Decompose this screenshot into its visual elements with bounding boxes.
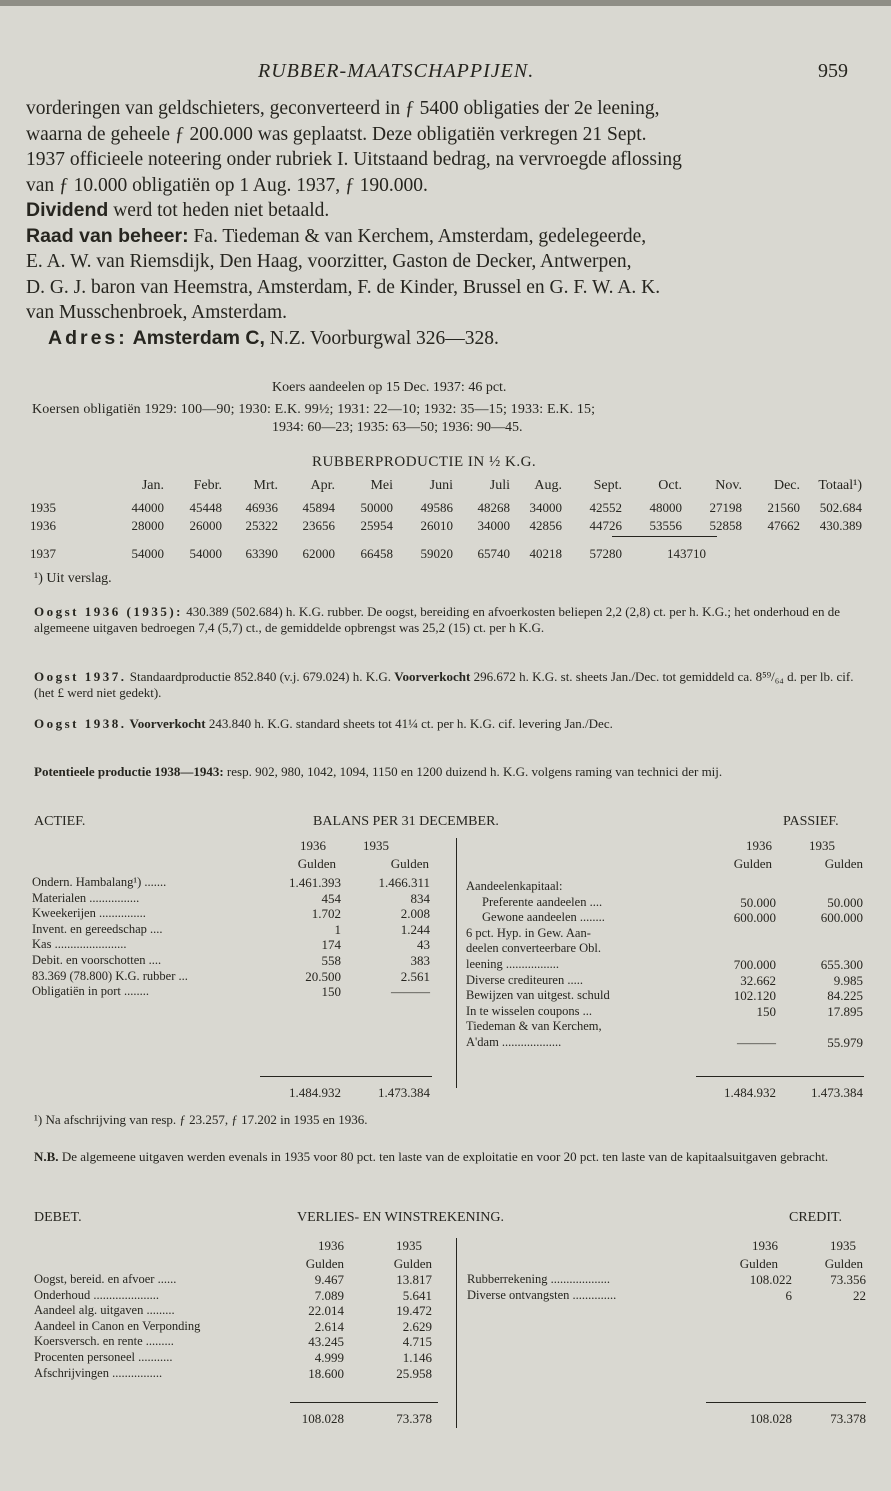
- balans-passief-label: Gewone aandeelen ........: [482, 910, 605, 925]
- scan-top-edge: [0, 0, 891, 6]
- raad-line: [26, 224, 864, 250]
- vw-unit-header: Gulden: [824, 1256, 863, 1271]
- vw-debet-1935: 19.472: [396, 1303, 432, 1319]
- vw-total-credit-1935: 73.378: [830, 1411, 866, 1426]
- balans-passief-1935: 600.000: [820, 910, 863, 926]
- balans-passief-1936: 150: [756, 1003, 776, 1019]
- production-cell: 28000: [131, 518, 164, 533]
- vw-debet-label: Afschrijvingen ................: [34, 1365, 163, 1380]
- production-row-year: 1936: [30, 518, 56, 533]
- oogst-1936-paragraph: [34, 604, 864, 635]
- oogst-1937-bold: Voorverkocht: [394, 669, 471, 684]
- production-brace: [612, 536, 717, 537]
- oogst-1937-label: Oogst 1937.: [34, 669, 127, 684]
- balans-title: BALANS PER 31 DECEMBER.: [313, 814, 499, 829]
- balans-actief-1935: 1.244: [400, 921, 430, 937]
- production-cell: 48000: [649, 500, 682, 515]
- vw-debet-1935: 5.641: [402, 1287, 432, 1303]
- balans-actief-label: Kas .......................: [32, 937, 127, 952]
- balans-passief-label: deelen converteerbare Obl.: [466, 941, 601, 956]
- adres-city: Amsterdam C,: [132, 326, 265, 349]
- production-cell: 65740: [477, 546, 510, 561]
- raad-line: E. A. W. van Riemsdijk, Den Haag, voorzitter, Gaston de Decker, Antwerpen,: [26, 251, 632, 272]
- production-column-header: Sept.: [593, 478, 622, 493]
- production-column-header: Juni: [429, 478, 453, 493]
- production-cell: 46936: [245, 500, 278, 515]
- vw-debet-1935: 2.629: [402, 1318, 432, 1334]
- vw-credit-1936: 6: [785, 1287, 792, 1303]
- production-cell: 34000: [529, 500, 562, 515]
- production-cell: 23656: [302, 518, 335, 533]
- balans-passief-label: A'dam ...................: [466, 1035, 562, 1049]
- production-cell: 26000: [189, 518, 222, 533]
- production-column-header: Apr.: [310, 478, 335, 493]
- balans-divider: [456, 838, 457, 1088]
- balans-actief-label: Kweekerijen ...............: [32, 906, 146, 921]
- koers-obligaties-1: Koersen obligatiën 1929: 100—90; 1930: E.K. 99½; 1931: 22—10; 1932: 35—15; 1933: E.K. 15;: [32, 402, 596, 417]
- vw-total-credit-1936: 108.028: [749, 1411, 792, 1426]
- balans-actief-1936: 1.461.393: [289, 875, 341, 890]
- vw-debet-1936: 7.089: [314, 1287, 344, 1303]
- production-cell: 54000: [189, 546, 222, 561]
- balans-year-header: 1936: [300, 838, 326, 853]
- balans-footnote: ¹) Na afschrijving van resp. ƒ 23.257, ƒ 17.202 in 1935 en 1936.: [34, 1112, 368, 1127]
- production-column-header: Jan.: [141, 478, 164, 493]
- production-cell: 62000: [302, 546, 335, 561]
- balans-passief-1936: 32.662: [740, 972, 776, 988]
- balans-actief-label: Debit. en voorschotten ....: [32, 953, 162, 967]
- nb-text: De algemeene uitgaven werden evenals in 1935 voor 80 pct. ten laste van de exploitatie en voor 20 pct. ten laste van de kapitaalsuitgaven gebracht.: [58, 1149, 829, 1164]
- balans-actief-1936: 150: [321, 984, 341, 1000]
- vw-year-header: 1935: [830, 1238, 856, 1253]
- balans-passief-1936: 50.000: [740, 894, 776, 910]
- vw-debet-1935: 4.715: [402, 1334, 432, 1350]
- vw-unit-header: Gulden: [305, 1256, 344, 1271]
- oogst-1937-text1: Standaardproductie 852.840 (v.j. 679.024) h. K.G.: [126, 669, 395, 684]
- production-cell: 21560: [767, 500, 800, 515]
- balans-passief-1935: 84.225: [827, 988, 863, 1004]
- vw-debet-1936: 4.999: [314, 1350, 344, 1365]
- balans-year-header: 1935: [809, 838, 835, 853]
- production-column-header: Dec.: [773, 478, 800, 493]
- balans-actief-1936: 1.702: [311, 906, 341, 922]
- vw-debet-1935: 25.958: [396, 1365, 432, 1381]
- oogst-1938-paragraph: [34, 716, 864, 732]
- oogst-1937-text2: 296.672 h. K.G. st. sheets Jan./Dec. tot gemiddeld ca. 8⁵⁹/₆₄ d. per lb. cif. (het £ werd niet gedekt).: [34, 669, 854, 700]
- balans-actief-1935: ———: [391, 984, 430, 1000]
- balans-actief-label: Materialen ................: [32, 890, 140, 905]
- balans-passief-1935: 55.979: [827, 1035, 863, 1050]
- production-cell: 48268: [477, 500, 510, 515]
- production-column-header: Aug.: [534, 478, 562, 493]
- balans-passief-1935: 17.895: [827, 1003, 863, 1019]
- balans-actief-label: 83.369 (78.800) K.G. rubber ...: [32, 968, 188, 983]
- dividend-text: werd tot heden niet betaald.: [108, 200, 330, 221]
- dividend-line: [26, 198, 864, 224]
- vw-credit-title: CREDIT.: [789, 1210, 843, 1225]
- page-number: 959: [818, 60, 848, 82]
- production-cell: 49586: [420, 500, 453, 515]
- balans-unit-header: Gulden: [824, 856, 863, 871]
- vw-year-header: 1935: [396, 1238, 422, 1253]
- oogst-1938-text: 243.840 h. K.G. standard sheets tot 41¼ ct. per h. K.G. cif. levering Jan./Dec.: [205, 716, 613, 731]
- production-cell: 66458: [360, 546, 393, 561]
- balans-actief-title: ACTIEF.: [34, 814, 86, 829]
- koers-aandeelen: Koers aandeelen op 15 Dec. 1937: 46 pct.: [272, 380, 507, 395]
- vw-debet-label: Aandeel alg. uitgaven .........: [34, 1303, 175, 1318]
- vw-debet-1935: 1.146: [402, 1350, 432, 1365]
- production-column-header: Mei: [370, 478, 393, 493]
- vw-credit-label: Rubberrekening ...................: [467, 1272, 611, 1286]
- nb-paragraph: [34, 1149, 864, 1165]
- intro-line: waarna de geheele ƒ 200.000 was geplaatst. Deze obligatiën verkregen 21 Sept.: [26, 123, 647, 145]
- balans-passief-label: Bewijzen van uitgest. schuld: [466, 988, 610, 1003]
- balans-passief-label: In te wisselen coupons ...: [466, 1003, 593, 1018]
- vw-debet-label: Procenten personeel ...........: [34, 1350, 173, 1364]
- balans-year-header: 1935: [363, 838, 389, 853]
- balans-unit-header: Gulden: [297, 856, 336, 871]
- koers-obligaties-2: 1934: 60—23; 1935: 63—50; 1936: 90—45.: [272, 420, 523, 435]
- balans-actief-1936: 1: [334, 921, 341, 937]
- vw-debet-1936: 18.600: [308, 1365, 344, 1381]
- vw-total-rule: [290, 1402, 438, 1403]
- balans-total-rule: [696, 1076, 864, 1077]
- vw-unit-header: Gulden: [393, 1256, 432, 1271]
- adres-line: [48, 326, 864, 352]
- production-cell: 26010: [420, 518, 453, 533]
- adres-label: Adres:: [48, 326, 128, 349]
- raad-line: D. G. J. baron van Heemstra, Amsterdam, F. de Kinder, Brussel en G. F. W. A. K.: [26, 276, 661, 298]
- production-cell: 59020: [420, 546, 453, 561]
- production-cell: 502.684: [819, 500, 862, 515]
- intro-text: [26, 96, 864, 351]
- intro-line: van ƒ 10.000 obligatiën op 1 Aug. 1937, ƒ 190.000.: [26, 174, 428, 196]
- balans-passief-title: PASSIEF.: [783, 814, 839, 829]
- nb-label: N.B.: [34, 1149, 59, 1164]
- balans-unit-header: Gulden: [733, 856, 772, 871]
- vw-debet-label: Koersversch. en rente .........: [34, 1334, 174, 1349]
- production-row-year: 1937: [30, 546, 56, 561]
- balans-passief-label: Aandeelenkapitaal:: [466, 879, 563, 893]
- vw-debet-1936: 22.014: [308, 1303, 344, 1319]
- potentieel-text: resp. 902, 980, 1042, 1094, 1150 en 1200 duizend h. K.G. volgens raming van technici der mij.: [223, 764, 723, 779]
- balans-actief-1935: 383: [410, 953, 430, 968]
- production-cell: 45894: [302, 500, 335, 515]
- vw-total-rule: [706, 1402, 866, 1403]
- production-cell: 40218: [529, 546, 562, 561]
- balans-actief-1935: 2.008: [400, 906, 430, 922]
- vw-credit-1935: 73.356: [830, 1272, 866, 1287]
- production-cell: 50000: [360, 500, 393, 515]
- balans-passief-label: Diverse crediteuren .....: [466, 972, 583, 987]
- balans-passief-1936: ———: [737, 1035, 776, 1050]
- balans-passief-1935: 50.000: [827, 894, 863, 910]
- vw-total-debet-1936: 108.028: [301, 1411, 344, 1426]
- balans-actief-1935: 834: [410, 890, 430, 906]
- balans-passief-label: Tiedeman & van Kerchem,: [466, 1019, 602, 1034]
- production-cell: 52858: [709, 518, 742, 533]
- balans-passief-1936: 700.000: [733, 957, 776, 972]
- balans-total-passief-1935: 1.473.384: [811, 1085, 863, 1100]
- potentieel-paragraph: [34, 764, 864, 780]
- production-cell: 44000: [131, 500, 164, 515]
- production-cell: 54000: [131, 546, 164, 561]
- production-cell: 143710: [667, 546, 706, 561]
- balans-actief-label: Ondern. Hambalang¹) .......: [32, 875, 167, 889]
- vw-debet-label: Aandeel in Canon en Verponding: [34, 1318, 201, 1333]
- production-cell: 430.389: [819, 518, 862, 533]
- balans-actief-1936: 20.500: [305, 968, 341, 984]
- balans-passief-label: 6 pct. Hyp. in Gew. Aan-: [466, 925, 591, 940]
- oogst-1936-label: Oogst 1936 (1935):: [34, 604, 183, 619]
- production-column-header: Juli: [489, 478, 510, 493]
- production-cell: 47662: [767, 518, 800, 533]
- production-cell: 25322: [245, 518, 278, 533]
- production-column-header: Totaal¹): [818, 478, 862, 493]
- balans-total-actief-1936: 1.484.932: [289, 1085, 341, 1100]
- running-header-title: RUBBER-MAATSCHAPPIJEN.: [258, 60, 535, 82]
- raad-label: Raad van beheer:: [26, 224, 189, 247]
- production-row-year: 1935: [30, 500, 56, 515]
- balans-year-header: 1936: [746, 838, 772, 853]
- production-cell: 53556: [649, 518, 682, 533]
- vw-credit-1935: 22: [853, 1287, 866, 1303]
- balans-passief-1935: 9.985: [833, 972, 863, 988]
- balans-actief-label: Obligatiën in port ........: [32, 984, 149, 999]
- vw-debet-title: DEBET.: [34, 1210, 82, 1225]
- vw-debet-label: Onderhoud .....................: [34, 1287, 159, 1302]
- production-cell: 63390: [245, 546, 278, 561]
- production-cell: 45448: [189, 500, 222, 515]
- vw-credit-label: Diverse ontvangsten ..............: [467, 1287, 617, 1302]
- balans-passief-label: Preferente aandeelen ....: [482, 894, 603, 909]
- production-cell: 25954: [360, 518, 393, 533]
- vw-debet-1936: 9.467: [314, 1272, 344, 1287]
- balans-actief-1935: 43: [417, 937, 430, 953]
- balans-actief-1936: 174: [321, 937, 341, 953]
- production-column-header: Oct.: [658, 478, 682, 493]
- balans-passief-1936: 102.120: [733, 988, 776, 1004]
- vw-debet-1935: 13.817: [396, 1272, 432, 1287]
- balans-actief-1936: 454: [321, 890, 341, 906]
- production-cell: 27198: [709, 500, 742, 515]
- vw-year-header: 1936: [318, 1238, 344, 1253]
- balans-actief-1935: 2.561: [400, 968, 430, 984]
- production-column-header: Mrt.: [253, 478, 278, 493]
- production-column-header: Febr.: [193, 478, 222, 493]
- balans-actief-1936: 558: [321, 953, 341, 968]
- balans-actief-1935: 1.466.311: [378, 875, 430, 890]
- oogst-1938-bold: Voorverkocht: [126, 716, 206, 731]
- balans-passief-label: leening .................: [466, 957, 560, 971]
- balans-passief-1935: 655.300: [820, 957, 863, 972]
- vw-debet-label: Oogst, bereid. en afvoer ......: [34, 1272, 177, 1286]
- balans-total-actief-1935: 1.473.384: [378, 1085, 430, 1100]
- vw-debet-1936: 43.245: [308, 1334, 344, 1350]
- oogst-1937-paragraph: [34, 669, 864, 700]
- production-cell: 34000: [477, 518, 510, 533]
- vw-unit-header: Gulden: [739, 1256, 778, 1271]
- intro-line: 1937 officieele noteering onder rubriek I. Uitstaand bedrag, na vervroegde aflossing: [26, 149, 682, 170]
- vw-year-header: 1936: [752, 1238, 778, 1253]
- vw-debet-1936: 2.614: [314, 1318, 344, 1334]
- balans-actief-label: Invent. en gereedschap ....: [32, 921, 163, 936]
- balans-total-passief-1936: 1.484.932: [724, 1085, 776, 1100]
- potentieel-label: Potentieele productie 1938—1943:: [34, 764, 224, 779]
- production-title: RUBBERPRODUCTIE IN ½ K.G.: [312, 454, 537, 470]
- oogst-1938-label: Oogst 1938.: [34, 716, 127, 731]
- raad-text: Fa. Tiedeman & van Kerchem, Amsterdam, gedelegeerde,: [188, 225, 647, 247]
- vw-divider: [456, 1238, 457, 1428]
- vw-title: VERLIES- EN WINSTREKENING.: [297, 1210, 504, 1225]
- production-footnote: ¹) Uit verslag.: [34, 571, 112, 586]
- production-column-header: Nov.: [715, 478, 742, 493]
- raad-line: van Musschenbroek, Amsterdam.: [26, 302, 288, 323]
- vw-total-debet-1935: 73.378: [396, 1411, 432, 1426]
- balans-passief-1936: 600.000: [733, 910, 776, 926]
- dividend-label: Dividend: [26, 199, 109, 221]
- production-cell: 42552: [589, 500, 622, 515]
- intro-line: vorderingen van geldschieters, geconverteerd in ƒ 5400 obligaties der 2e leening,: [26, 98, 660, 119]
- vw-credit-1936: 108.022: [749, 1272, 792, 1287]
- adres-rest: N.Z. Voorburgwal 326—328.: [264, 327, 499, 349]
- oogst-1936-text: 430.389 (502.684) h. K.G. rubber. De oogst, bereiding en afvoerkosten beliepen 2,2 (2,8) ct. per h. K.G.; het onderhoud en de algemeene uitgaven bedroegen 7,4 (5,7) ct., de gemiddelde opbrengst was 25,2 (15) ct. per h K.G.: [34, 604, 841, 635]
- production-cell: 42856: [529, 518, 562, 533]
- production-cell: 57280: [589, 546, 622, 561]
- production-cell: 44726: [589, 518, 622, 533]
- balans-total-rule: [260, 1076, 432, 1077]
- balans-unit-header: Gulden: [390, 856, 429, 871]
